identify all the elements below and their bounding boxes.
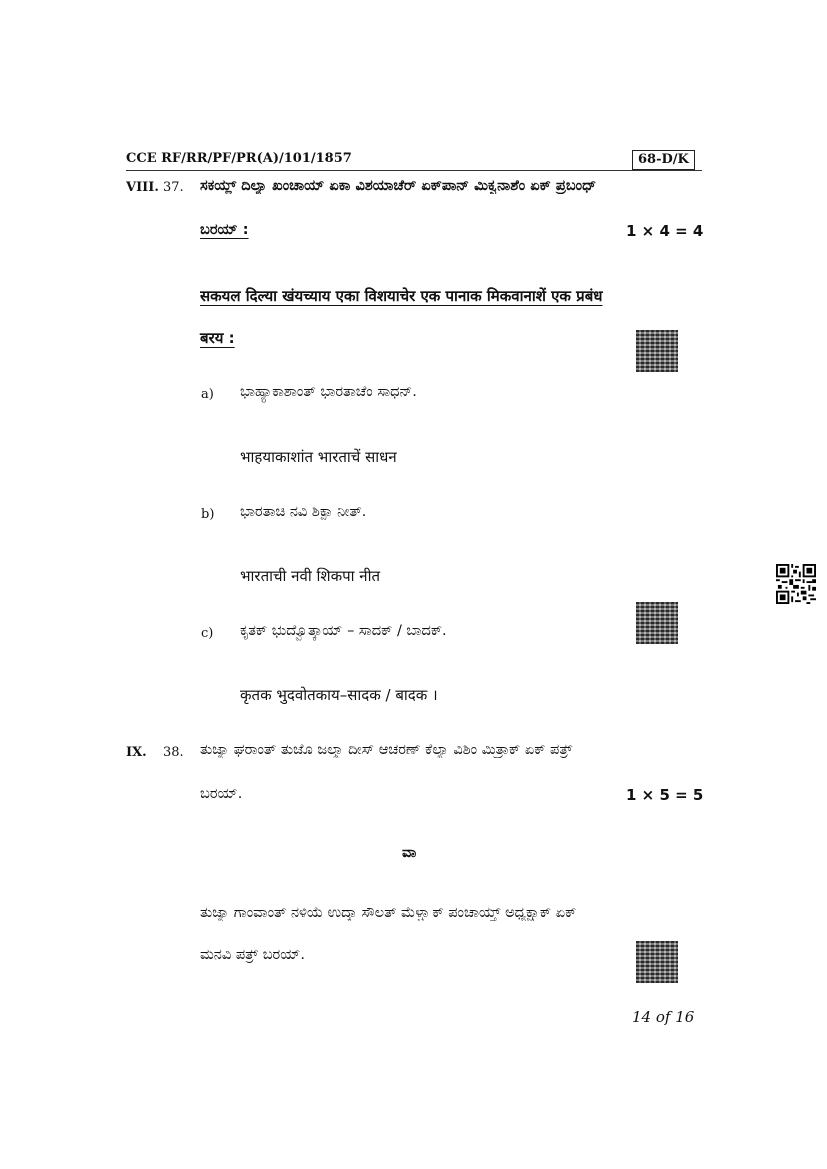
question-38-number: 38. [163, 745, 184, 760]
q37-marks: 1 × 4 = 4 [626, 222, 704, 240]
or-separator: ವಾ [402, 845, 417, 861]
header-rule [126, 170, 702, 171]
section-viii-label: VIII. [126, 180, 159, 195]
q38-alt-line1: ತುಜ್ಯಾ ಗಾಂವಾಂತ್ ನಳಿಯೆ ಉದ್ಕಾ ಸೌಲತ್ ಮೆಳ್ಚ್ಯಾಕ್ ಪಂಚಾಯ್ತ್ ಅಧ್ಯಕ್ಷಾಕ್ ಏಕ್ [200, 905, 577, 921]
option-a-kannada: ಭಾಹ್ಯಾಕಾಶಾಂತ್ ಭಾರತಾಚೆಂ ಸಾಧನ್. [240, 384, 417, 400]
q37-kannada-line2: ಬರಯ್ : [200, 222, 249, 238]
option-c-devanagari: कृतक भुदवोतकाय–सादक / बादक । [240, 686, 438, 704]
option-b-devanagari: भारताची नवी शिकपा नीत [240, 567, 381, 585]
scan-code-mark [636, 602, 678, 644]
q38-marks: 1 × 5 = 5 [626, 786, 704, 804]
q37-kannada-line1: ಸಕಯ್ಲ್ ದಿಲ್ಯಾ ಖಂಚಾಯ್ ಏಕಾ ವಿಶಯಾಚೆರ್ ಏಕ್‌ಪಾನ್ ಮಿಕ್ವನಾಶೆಂ ಏಕ್ ಪ್ರಬಂಧ್ [200, 178, 597, 194]
q38-kannada-line2: ಬರಯ್. [200, 786, 243, 802]
page-number: 14 of 16 [632, 1008, 695, 1026]
option-c-label: c) [201, 626, 214, 641]
exam-code: CCE RF/RR/PF/PR(A)/101/1857 [126, 151, 352, 166]
scan-code-mark [636, 330, 678, 372]
paper-code-box: 68-D/K [632, 150, 695, 170]
q37-devanagari-line1: सकयल दिल्या खंयच्याय एका विशयाचेर एक पानाक मिकवानाशें एक प्रबंध [200, 287, 603, 305]
question-37-number: 37. [163, 180, 184, 195]
option-a-label: a) [201, 387, 214, 402]
option-b-label: b) [201, 507, 215, 522]
option-c-kannada: ಕೃತಕ್ ಭುದ್ವೊತ್ಕಾಯ್ – ಸಾದಕ್ / ಬಾದಕ್. [240, 623, 447, 639]
q38-alt-line2: ಮನವಿ ಪತ್ರ್ ಬರಯ್. [200, 947, 306, 963]
section-ix-label: IX. [126, 745, 147, 760]
option-b-kannada: ಭಾರತಾಚಿ ನವಿ ಶಿಕ್ಪಾ ನೀತ್. [240, 504, 367, 520]
scan-code-mark [636, 941, 678, 983]
qr-code-icon [776, 564, 816, 604]
option-a-devanagari: भाहयाकाशांत भारताचें साधन [240, 448, 397, 466]
q37-devanagari-line2: बरय : [200, 329, 235, 347]
q38-kannada-line1: ತುಜ್ಯಾ ಘರಾಂತ್ ತುಜೊ ಜಲ್ಮಾ ದೀಸ್ ಆಚರಣ್ ಕೆಲ್ಯಾ ವಿಶಿಂ ಮಿತ್ರಾಕ್ ಏಕ್ ಪತ್ರ್ [200, 742, 573, 758]
